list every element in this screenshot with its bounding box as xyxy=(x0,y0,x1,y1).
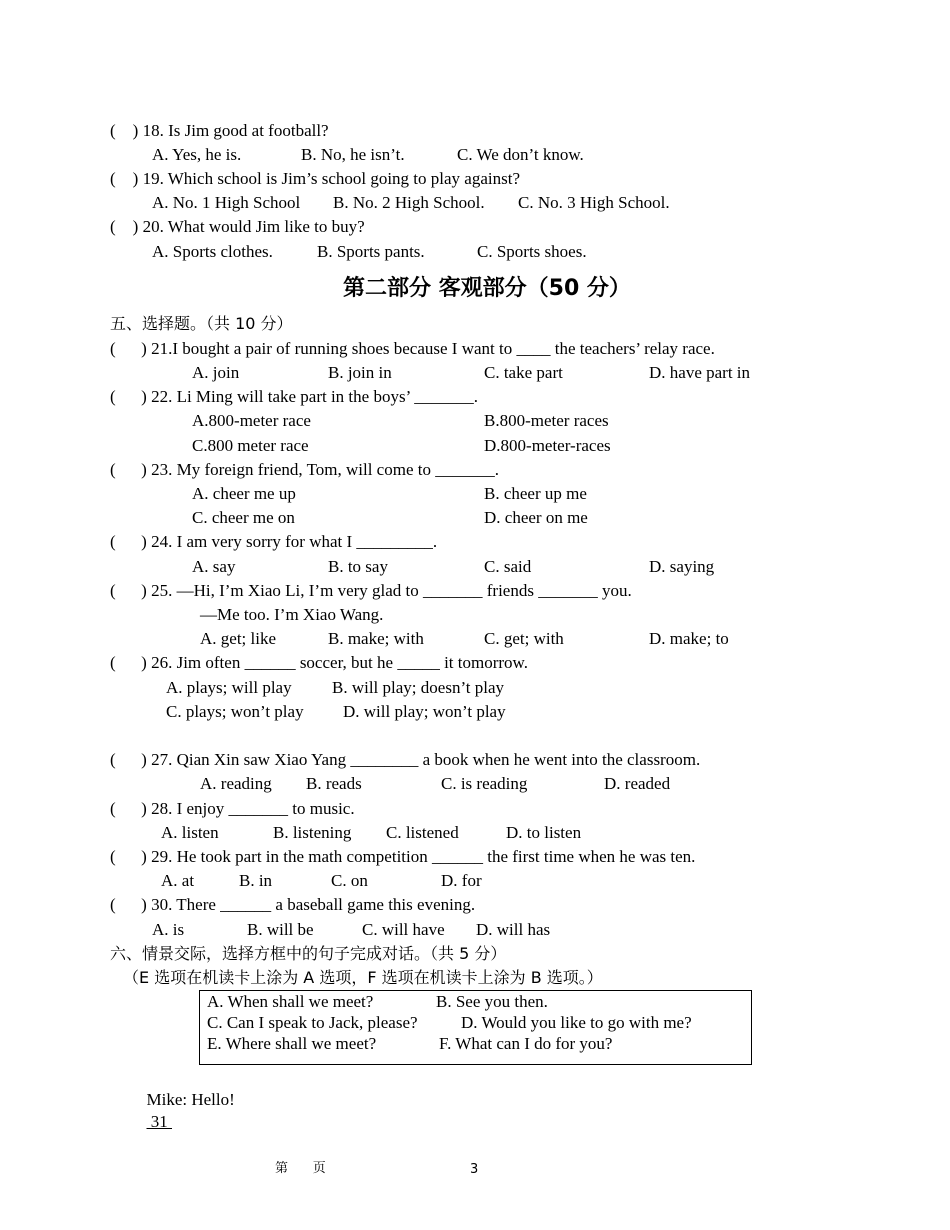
q24-option-c: C. said xyxy=(484,557,532,576)
q23-option-d: D. cheer on me xyxy=(484,508,588,527)
q22-option-d: D.800-meter-races xyxy=(484,436,611,455)
dialog-blank-31: 31 xyxy=(146,1112,172,1131)
question-22-stem: ( ) 22. Li Ming will take part in the boys’ _______. xyxy=(110,387,478,406)
box-option-b: B. See you then. xyxy=(436,992,548,1011)
q25-option-c: C. get; with xyxy=(484,629,564,648)
box-option-c: C. Can I speak to Jack, please? xyxy=(207,1013,418,1032)
q21-option-b: B. join in xyxy=(328,363,392,382)
q18-option-c: C. We don’t know. xyxy=(457,145,584,164)
question-24-stem: ( ) 24. I am very sorry for what I _________. xyxy=(110,532,438,551)
q29-option-c: C. on xyxy=(331,871,368,890)
q18-option-b: B. No, he isn’t. xyxy=(301,145,405,164)
dialog-speaker: Mike: Hello! xyxy=(146,1090,235,1109)
box-option-e: E. Where shall we meet? xyxy=(207,1034,377,1053)
q20-option-a: A. Sports clothes. xyxy=(152,242,273,261)
question-21-stem: ( ) 21.I bought a pair of running shoes because I want to ____ the teachers’ relay race. xyxy=(110,339,715,358)
q22-option-c: C.800 meter race xyxy=(192,436,309,455)
q23-option-b: B. cheer up me xyxy=(484,484,587,503)
q29-option-a: A. at xyxy=(161,871,195,890)
q28-option-c: C. listened xyxy=(386,823,459,842)
question-27-stem: ( ) 27. Qian Xin saw Xiao Yang ________ a book when he went into the classroom. xyxy=(110,750,701,769)
q25-option-d: D. make; to xyxy=(649,629,729,648)
q29-option-d: D. for xyxy=(441,871,482,890)
footer-page-label: 第 页 xyxy=(275,1161,326,1176)
dialog-line-1 xyxy=(138,1067,235,1133)
part-title: 第二部分 客观部分（50 分） xyxy=(343,276,631,301)
q22-option-b: B.800-meter races xyxy=(484,411,609,430)
q22-option-a: A.800-meter race xyxy=(192,411,311,430)
q30-option-c: C. will have xyxy=(362,920,445,939)
box-option-a: A. When shall we meet? xyxy=(207,992,374,1011)
q26-option-b: B. will play; doesn’t play xyxy=(332,678,505,697)
q27-option-a: A. reading xyxy=(200,774,272,793)
q25-option-a: A. get; like xyxy=(200,629,277,648)
q21-option-d: D. have part in xyxy=(649,363,751,382)
q24-option-b: B. to say xyxy=(328,557,388,576)
q30-option-a: A. is xyxy=(152,920,185,939)
q25-dialog-reply: —Me too. I’m Xiao Wang. xyxy=(200,605,384,624)
q21-option-a: A. join xyxy=(192,363,240,382)
q27-option-b: B. reads xyxy=(306,774,362,793)
q21-option-c: C. take part xyxy=(484,363,563,382)
question-26-stem: ( ) 26. Jim often ______ soccer, but he _____ it tomorrow. xyxy=(110,653,528,672)
q23-option-c: C. cheer me on xyxy=(192,508,295,527)
q19-option-a: A. No. 1 High School xyxy=(152,193,301,212)
q23-option-a: A. cheer me up xyxy=(192,484,296,503)
question-30-stem: ( ) 30. There ______ a baseball game this evening. xyxy=(110,895,476,914)
q30-option-b: B. will be xyxy=(247,920,314,939)
question-18-stem: ( ) 18. Is Jim good at football? xyxy=(110,121,329,140)
question-25-stem: ( ) 25. —Hi, I’m Xiao Li, I’m very glad to _______ friends _______ you. xyxy=(110,581,632,600)
section-6-note: （E 选项在机读卡上涂为 A 选项，F 选项在机读卡上涂为 B 选项。） xyxy=(123,968,603,987)
q19-option-c: C. No. 3 High School. xyxy=(518,193,670,212)
question-20-stem: ( ) 20. What would Jim like to buy? xyxy=(110,217,365,236)
q28-option-a: A. listen xyxy=(161,823,219,842)
q26-option-d: D. will play; won’t play xyxy=(343,702,506,721)
q27-option-d: D. readed xyxy=(604,774,671,793)
q27-option-c: C. is reading xyxy=(441,774,528,793)
section-5-heading: 五、选择题。（共 10 分） xyxy=(110,314,293,333)
question-23-stem: ( ) 23. My foreign friend, Tom, will come to _______. xyxy=(110,460,499,479)
question-28-stem: ( ) 28. I enjoy _______ to music. xyxy=(110,799,355,818)
q24-option-d: D. saying xyxy=(649,557,715,576)
section-6-heading: 六、情景交际，选择方框中的句子完成对话。（共 5 分） xyxy=(110,944,507,963)
q25-option-b: B. make; with xyxy=(328,629,424,648)
footer-page-number: 3 xyxy=(470,1162,479,1177)
question-29-stem: ( ) 29. He took part in the math competition ______ the first time when he was ten. xyxy=(110,847,696,866)
q28-option-d: D. to listen xyxy=(506,823,582,842)
question-19-stem: ( ) 19. Which school is Jim’s school going to play against? xyxy=(110,169,521,188)
q29-option-b: B. in xyxy=(239,871,273,890)
q20-option-b: B. Sports pants. xyxy=(317,242,425,261)
q18-option-a: A. Yes, he is. xyxy=(152,145,242,164)
q30-option-d: D. will has xyxy=(476,920,551,939)
q26-option-c: C. plays; won’t play xyxy=(166,702,304,721)
q26-option-a: A. plays; will play xyxy=(166,678,292,697)
q19-option-b: B. No. 2 High School. xyxy=(333,193,485,212)
box-option-f: F. What can I do for you? xyxy=(439,1034,613,1053)
box-option-d: D. Would you like to go with me? xyxy=(461,1013,692,1032)
q24-option-a: A. say xyxy=(192,557,236,576)
q20-option-c: C. Sports shoes. xyxy=(477,242,587,261)
q28-option-b: B. listening xyxy=(273,823,352,842)
